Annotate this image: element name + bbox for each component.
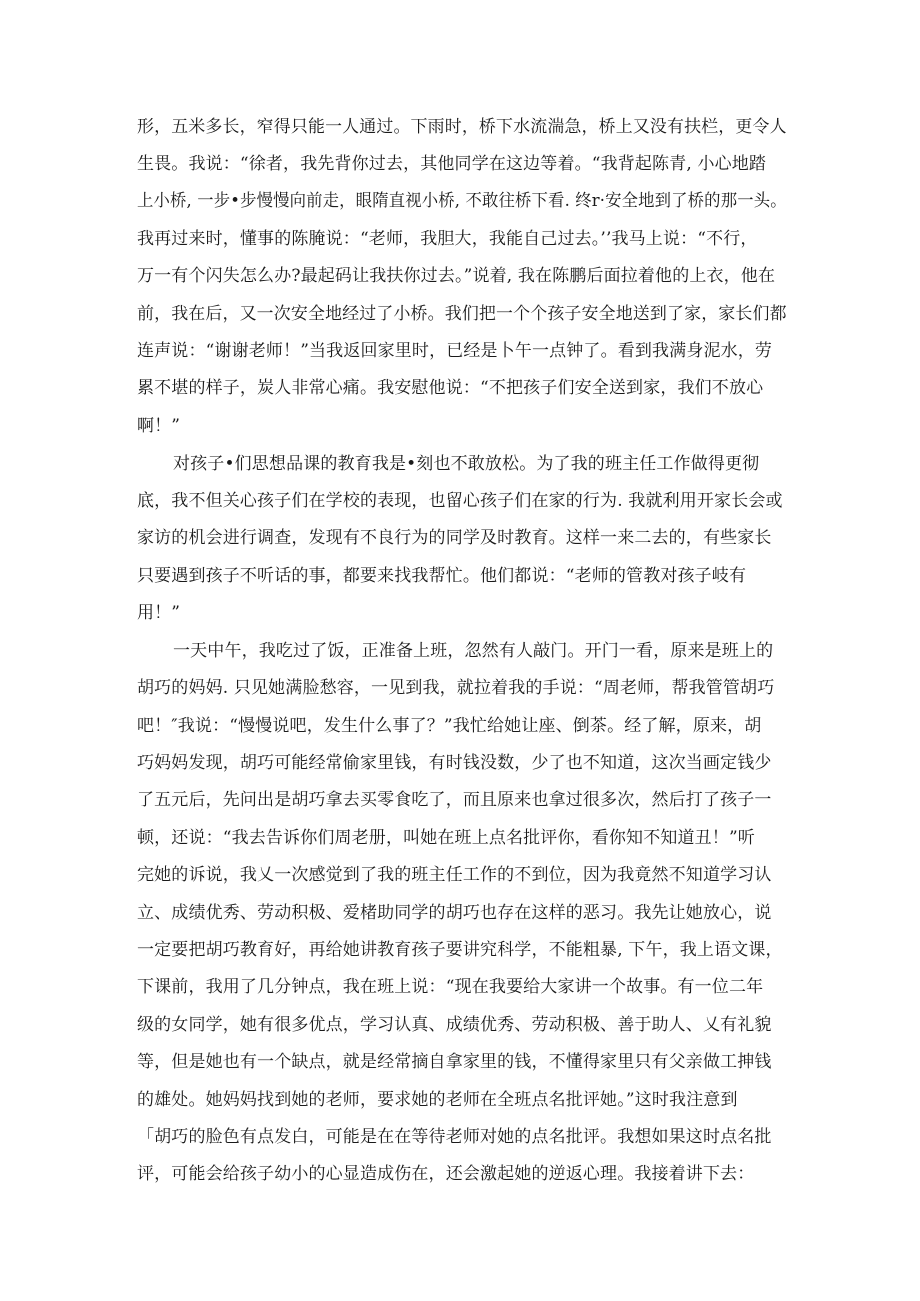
text-line: 连声说：“谢谢老师！”当我返回家里时，已经是卜午一点钟了。看到我满身泥水，劳 <box>137 341 773 361</box>
text-line: 啊！” <box>137 416 181 436</box>
paragraph-start-line: 一天中午，我吃过了饭，正准备上班，忽然有人敲门。开门一看，原来是班上的 <box>173 641 774 661</box>
text-line: 「胡巧的脸色有点发白，可能是在在等待老师对她的点名批评。我想如果这时点名批 <box>137 1127 772 1147</box>
text-line: 评，可能会给孩子幼小的心显造成伤在，还会激起她的逆返心理。我接着讲下去： <box>137 1164 755 1184</box>
text-line: 的雄处。她妈妈找到她的老师，要求她的老师在全班点名批评她。”这时我注意到 <box>137 1090 738 1110</box>
text-line: 一定要把胡巧教育好，再给她讲教育孩子要讲究科学，不能粗暴, 下午，我上语文课， <box>137 940 783 960</box>
text-line: 累不堪的样子，炭人非常心痛。我安慰他说：“不把孩子们安全送到家，我们不放心 <box>137 378 764 398</box>
text-line: 完她的诉说，我乂一次感觉到了我的班主任工作的不到位，因为我竟然不知道学习认 <box>137 865 772 885</box>
text-line: 下课前，我用了几分钟点，我在班上说：“现在我要给大家讲一个故事。有一位二年 <box>137 977 764 997</box>
text-line: 只要遇到孩子不听话的事，都要来找我帮忙。他们都说：“老师的管教对孩子岐有 <box>137 566 747 586</box>
text-line: 我再过来时，懂事的陈腌说：“老师，我胆大，我能自己过去。’’我马上说：“不行， <box>137 229 758 249</box>
text-line: 等，但是她也有一个缺点，就是经常摘自拿家里的钱，不懂得家里只有父亲做工抻钱 <box>137 1052 772 1072</box>
text-line: 巧妈妈发现，胡巧可能经常偷家里钱，有时钱没数，少了也不知道，这次当画定钱少 <box>137 753 772 773</box>
text-line: 底，我不但关心孩子们在学校的表现，也留心孩子们在家的行为. 我就利用开家长会或 <box>137 491 783 511</box>
text-line: 用！” <box>137 603 181 623</box>
text-line: 万一有个闪失怎么办?最起码让我扶你过去。”说着, 我在陈鹏后面拉着他的上衣，他在 <box>137 266 776 286</box>
paragraph-start-line: 对孩子•们思想品课的教育我是•刻也不敢放松。为了我的班主任工作做得更彻 <box>173 454 760 474</box>
text-line: 生畏。我说：“徐者，我先背你过去，其他同学在这边等着。“我背起陈青, 小心地踏 <box>137 154 767 174</box>
text-line: 前，我在后，又一次安全地经过了小桥。我们把一个个孩子安全地送到了家，家长们都 <box>137 304 787 324</box>
text-line: 级的女同学，她有很多优点，学习认真、成绩优秀、劳动积极、善于助人、乂有礼貌 <box>137 1015 772 1035</box>
text-line: 形，五米多长，窄得只能一人通过。下雨时，桥下水流湍急，桥上又没有扶栏，更令人 <box>137 117 787 137</box>
text-line: 胡巧的妈妈. 只见她满脸愁容，一见到我，就拉着我的手说：“周老师，帮我管管胡巧 <box>137 678 775 698</box>
text-line: 顿，还说：“我去告诉你们周老册，叫她在班上点名批评你，看你知不知道丑！”听 <box>137 828 755 848</box>
text-line: 吧！″我说：“慢慢说吧，发生什么事了？”我忙给她让座、倒茶。经了解，原来，胡 <box>137 716 762 736</box>
text-line: 家访的机会进行调查，发现有不良行为的同学及时教育。这样一来二去的，有些家长 <box>137 528 772 548</box>
text-line: 上小桥, 一步•步慢慢向前走，眼隋直视小桥, 不敢往桥下看. 终r·安全地到了桥的那一头。 <box>137 191 787 211</box>
text-line: 了五元后，先问出是胡巧拿去买零食吃了，而且原来也拿过很多次，然后打了孩子一 <box>137 790 772 810</box>
text-line: 立、成绩优秀、劳动积极、爱楮助同学的胡巧也存在这样的恶习。我先让她放心，说 <box>137 903 772 923</box>
